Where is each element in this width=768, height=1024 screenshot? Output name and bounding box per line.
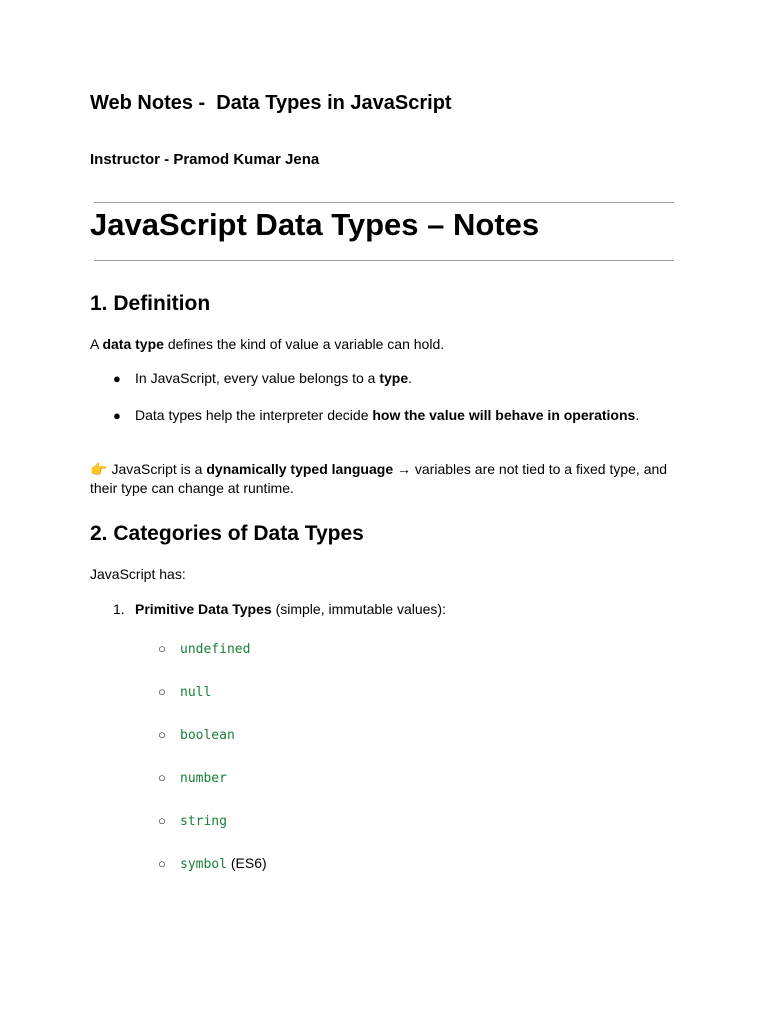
bullet-post: . [408, 370, 413, 386]
instructor-line: Instructor - Pramod Kumar Jena [90, 151, 320, 168]
section-2-heading: 2. Categories of Data Types [90, 522, 364, 545]
note-paragraph [90, 460, 680, 498]
item-suffix: (ES6) [226, 855, 267, 871]
list-item [158, 854, 267, 874]
code-keyword: symbol [180, 857, 227, 872]
list-item [158, 639, 250, 659]
circle-bullet-icon: ○ [158, 856, 166, 871]
definition-pre: A [90, 336, 103, 352]
bullet-bold: type [379, 370, 409, 386]
divider-bottom [94, 260, 674, 261]
section-1-heading: 1. Definition [90, 292, 211, 315]
note-post: → variables are not tied to a fixed type, and their type can change at runtime. [90, 461, 668, 496]
list-number: 1. [113, 601, 125, 617]
list-item [158, 682, 211, 702]
definition-bold: data type [102, 336, 164, 352]
bullet-pre: In JavaScript, every value belongs to a [135, 370, 380, 386]
list-item [158, 811, 227, 831]
code-keyword: null [180, 685, 212, 700]
bullet-icon: ● [113, 408, 121, 423]
list-item [158, 725, 235, 745]
code-keyword: string [180, 814, 227, 829]
circle-bullet-icon: ○ [158, 770, 166, 785]
circle-bullet-icon: ○ [158, 684, 166, 699]
code-keyword: undefined [180, 642, 251, 657]
document-title: Web Notes - Data Types in JavaScript [90, 92, 452, 114]
circle-bullet-icon: ○ [158, 813, 166, 828]
circle-bullet-icon: ○ [158, 727, 166, 742]
note-pre: JavaScript is a [111, 461, 207, 477]
code-keyword: number [180, 771, 227, 786]
list-item [113, 406, 673, 425]
bullet-icon: ● [113, 371, 121, 386]
code-keyword: boolean [180, 728, 235, 743]
bullet-pre: Data types help the interpreter decide [135, 407, 373, 423]
list-item [113, 600, 446, 619]
definition-post: defines the kind of value a variable can hold. [163, 336, 445, 352]
bullet-post: . [635, 407, 640, 423]
divider-top [94, 202, 674, 203]
main-title: JavaScript Data Types – Notes [90, 207, 540, 242]
categories-intro: JavaScript has: [90, 566, 186, 582]
bullet-bold: how the value will behave in operations [372, 407, 636, 423]
item-bold: Primitive Data Types [135, 601, 272, 617]
list-item [113, 369, 673, 388]
pointing-hand-icon: 👉 [90, 461, 108, 477]
item-post: (simple, immutable values): [271, 601, 446, 617]
note-bold: dynamically typed language [206, 461, 394, 477]
list-item [158, 768, 227, 788]
circle-bullet-icon: ○ [158, 641, 166, 656]
definition-paragraph [90, 335, 680, 354]
